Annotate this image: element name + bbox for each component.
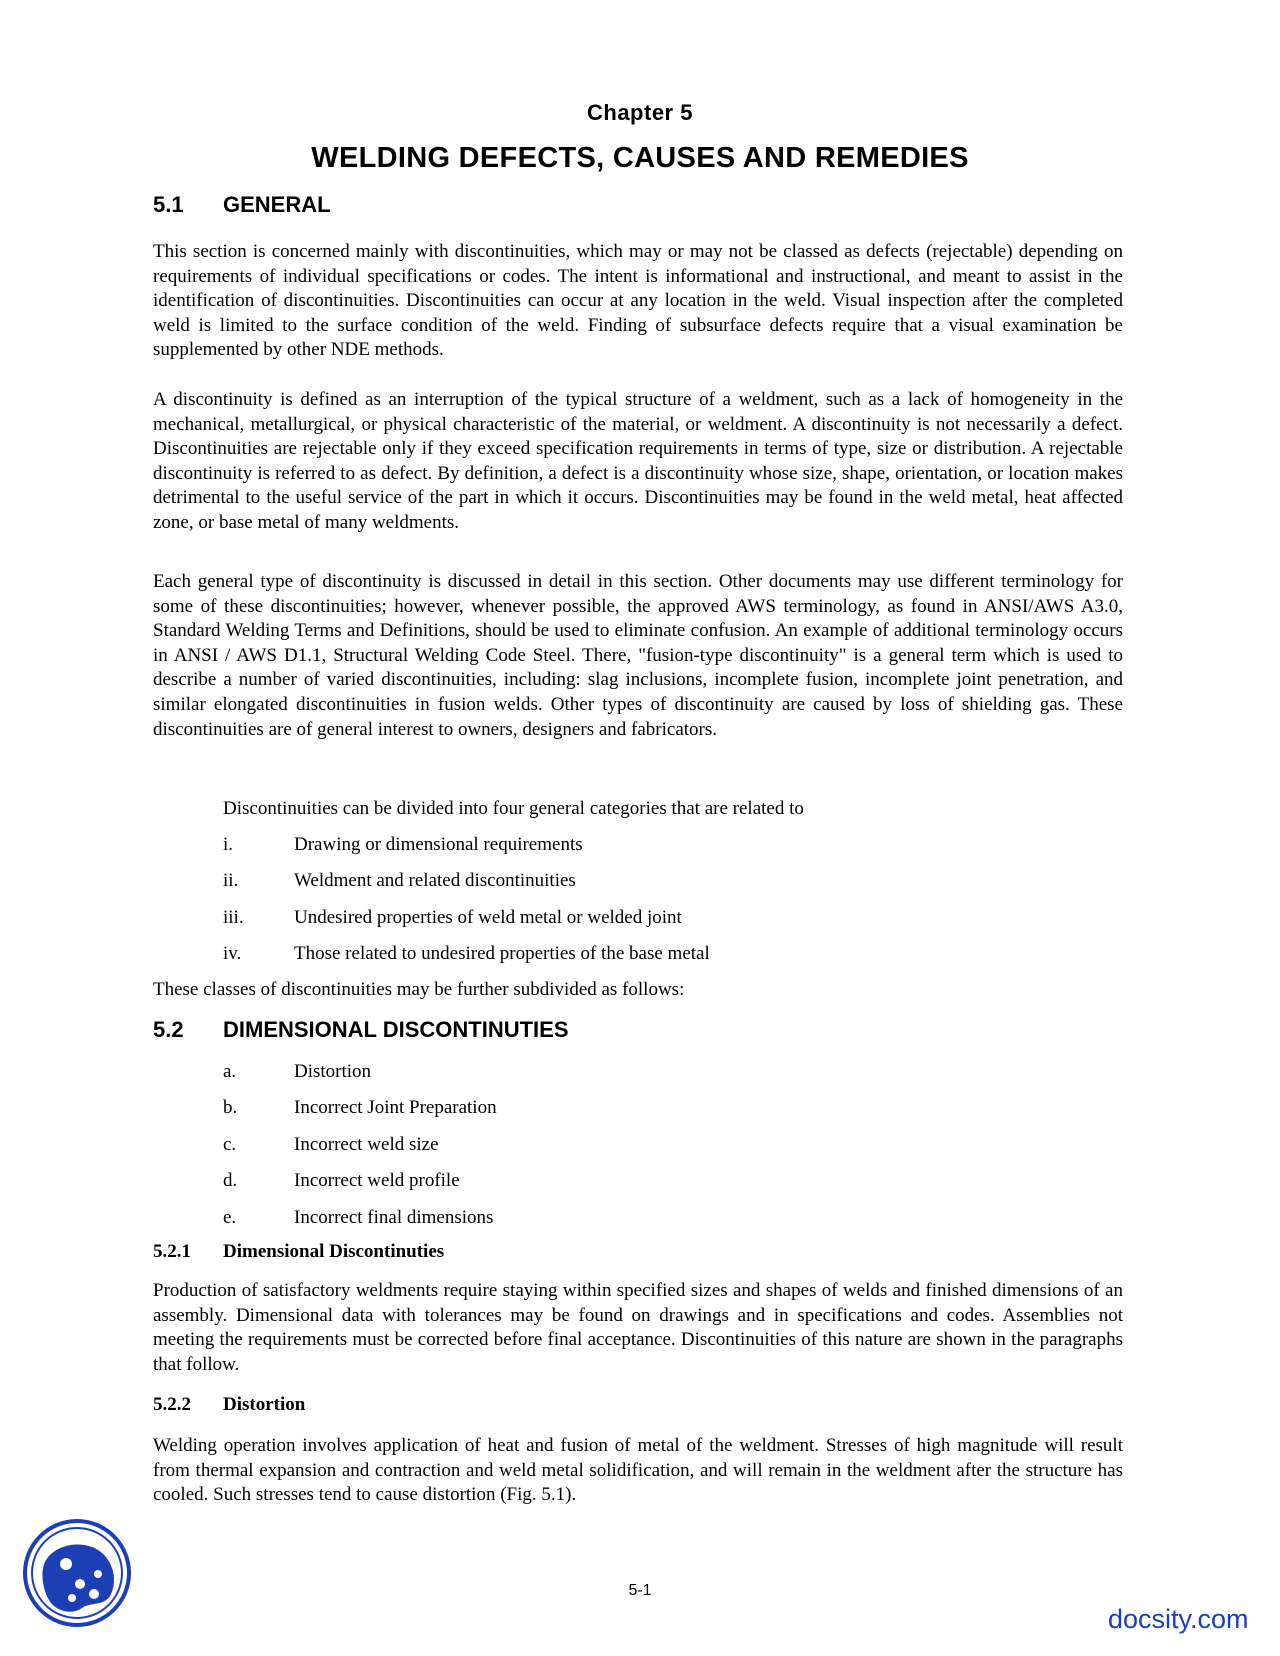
paragraph-distortion: Welding operation involves application of heat and fusion of metal of the weldment. Stresses of high magnitude will result from thermal expansion and contraction and weld metal solidification, and will remain in the weldment after the structure has cooled. Such stresses tend to cause distortion (Fig. 5.1).: [153, 1435, 1123, 1506]
section-title: GENERAL: [223, 192, 331, 217]
section-title: Dimensional Discontinuties: [223, 1241, 445, 1262]
categories-intro: Discontinuities can be divided into four general categories that are related to: [223, 798, 804, 819]
section-number: 5.2.2: [153, 1394, 191, 1415]
section-number: 5.2.1: [153, 1241, 191, 1262]
list-marker: b.: [223, 1097, 238, 1118]
list-text: Undesired properties of weld metal or welded joint: [294, 907, 682, 928]
list-text: Drawing or dimensional requirements: [294, 834, 583, 855]
section-title: Distortion: [223, 1394, 306, 1415]
subdivided-line: These classes of discontinuities may be further subdivided as follows:: [153, 979, 685, 1000]
list-item: [223, 1206, 493, 1230]
list-marker: ii.: [223, 870, 239, 891]
section-number: 5.1: [153, 192, 184, 217]
list-text: Incorrect final dimensions: [294, 1207, 494, 1228]
list-marker: iii.: [223, 907, 244, 928]
list-text: Those related to undesired properties of the base metal: [294, 943, 710, 964]
list-marker: e.: [223, 1207, 237, 1228]
chapter-label: Chapter 5: [587, 100, 693, 125]
paragraph-dimensional: Production of satisfactory weldments require staying within specified sizes and shapes of welds and finished dimensions of an assembly. Dimensional data with tolerances may be found on drawings and in specifications and codes. Assemblies not meeting the requirements must be corrected before final acceptance. Discontinuities of this nature are shown in the paragraphs that follow.: [153, 1280, 1123, 1375]
paragraph-general-3: Each general type of discontinuity is discussed in detail in this section. Other documents may use different terminology for some of these discontinuities; however, whenever possible, the approved AWS terminology, as found in ANSI/AWS A3.0, Standard Welding Terms and Definitions, should be used to eliminate confusion. An example of additional terminology occurs in ANSI / AWS D1.1, Structural Welding Code Steel. There, "fusion-type discontinuity" is a general term which is used to describe a number of varied discontinuities, including: slag inclusions, incomplete fusion, incomplete joint penetration, and similar elongated discontinuities in fusion welds. Other types of discontinuity are caused by loss of shielding gas. These discontinuities are of general interest to owners, designers and fabricators.: [153, 571, 1123, 740]
list-text: Incorrect weld size: [294, 1134, 439, 1155]
section-title: DIMENSIONAL DISCONTINUTIES: [223, 1017, 569, 1042]
section-number: 5.2: [153, 1017, 184, 1042]
paragraph-general-1: This section is concerned mainly with discontinuities, which may or may not be classed as defects (rejectable) depending on requirements of individual specifications or codes. The intent is informational and instructional, and meant to assist in the identification of discontinuities. Discontinuities can occur at any location in the weld. Visual inspection after the completed weld is limited to the surface condition of the weld. Finding of subsurface defects require that a visual examination be supplemented by other NDE methods.: [153, 241, 1123, 361]
section-5-1-heading: [153, 192, 331, 218]
chapter-title: WELDING DEFECTS, CAUSES AND REMEDIES: [311, 142, 969, 174]
paragraph-general-2: A discontinuity is defined as an interruption of the typical structure of a weldment, such as a lack of homogeneity in the mechanical, metallurgical, or physical characteristic of the material, or weldment. A discontinuity is not necessarily a defect. Discontinuities are rejectable only if they exceed specification requirements in terms of type, size or distribution. A rejectable discontinuity is referred to as defect. By definition, a defect is a discontinuity whose size, shape, orientation, or location makes detrimental to the useful service of the part in which it occurs. Discontinuities may be found in the weld metal, heat affected zone, or base metal of many weldments.: [153, 389, 1123, 533]
list-text: Incorrect weld profile: [294, 1170, 460, 1191]
list-text: Weldment and related discontinuities: [294, 870, 576, 891]
list-item: [223, 1060, 371, 1084]
section-5-2-2-heading: [153, 1394, 305, 1416]
list-marker: c.: [223, 1134, 237, 1155]
list-marker: i.: [223, 834, 234, 855]
list-marker: a.: [223, 1061, 237, 1082]
list-item: [223, 869, 576, 893]
section-5-2-heading: [153, 1017, 569, 1043]
page-number: 5-1: [628, 1582, 652, 1599]
docsity-link[interactable]: docsity.com: [1108, 1604, 1249, 1634]
list-item: [223, 942, 710, 966]
list-marker: d.: [223, 1170, 238, 1191]
list-text: Incorrect Joint Preparation: [294, 1097, 497, 1118]
list-item: [223, 833, 583, 857]
docsity-logo-icon: [22, 1518, 132, 1628]
section-5-2-1-heading: [153, 1241, 444, 1263]
list-item: [223, 906, 682, 930]
list-marker: iv.: [223, 943, 242, 964]
list-item: [223, 1096, 497, 1120]
list-text: Distortion: [294, 1061, 372, 1082]
list-item: [223, 1133, 439, 1157]
list-item: [223, 1169, 460, 1193]
